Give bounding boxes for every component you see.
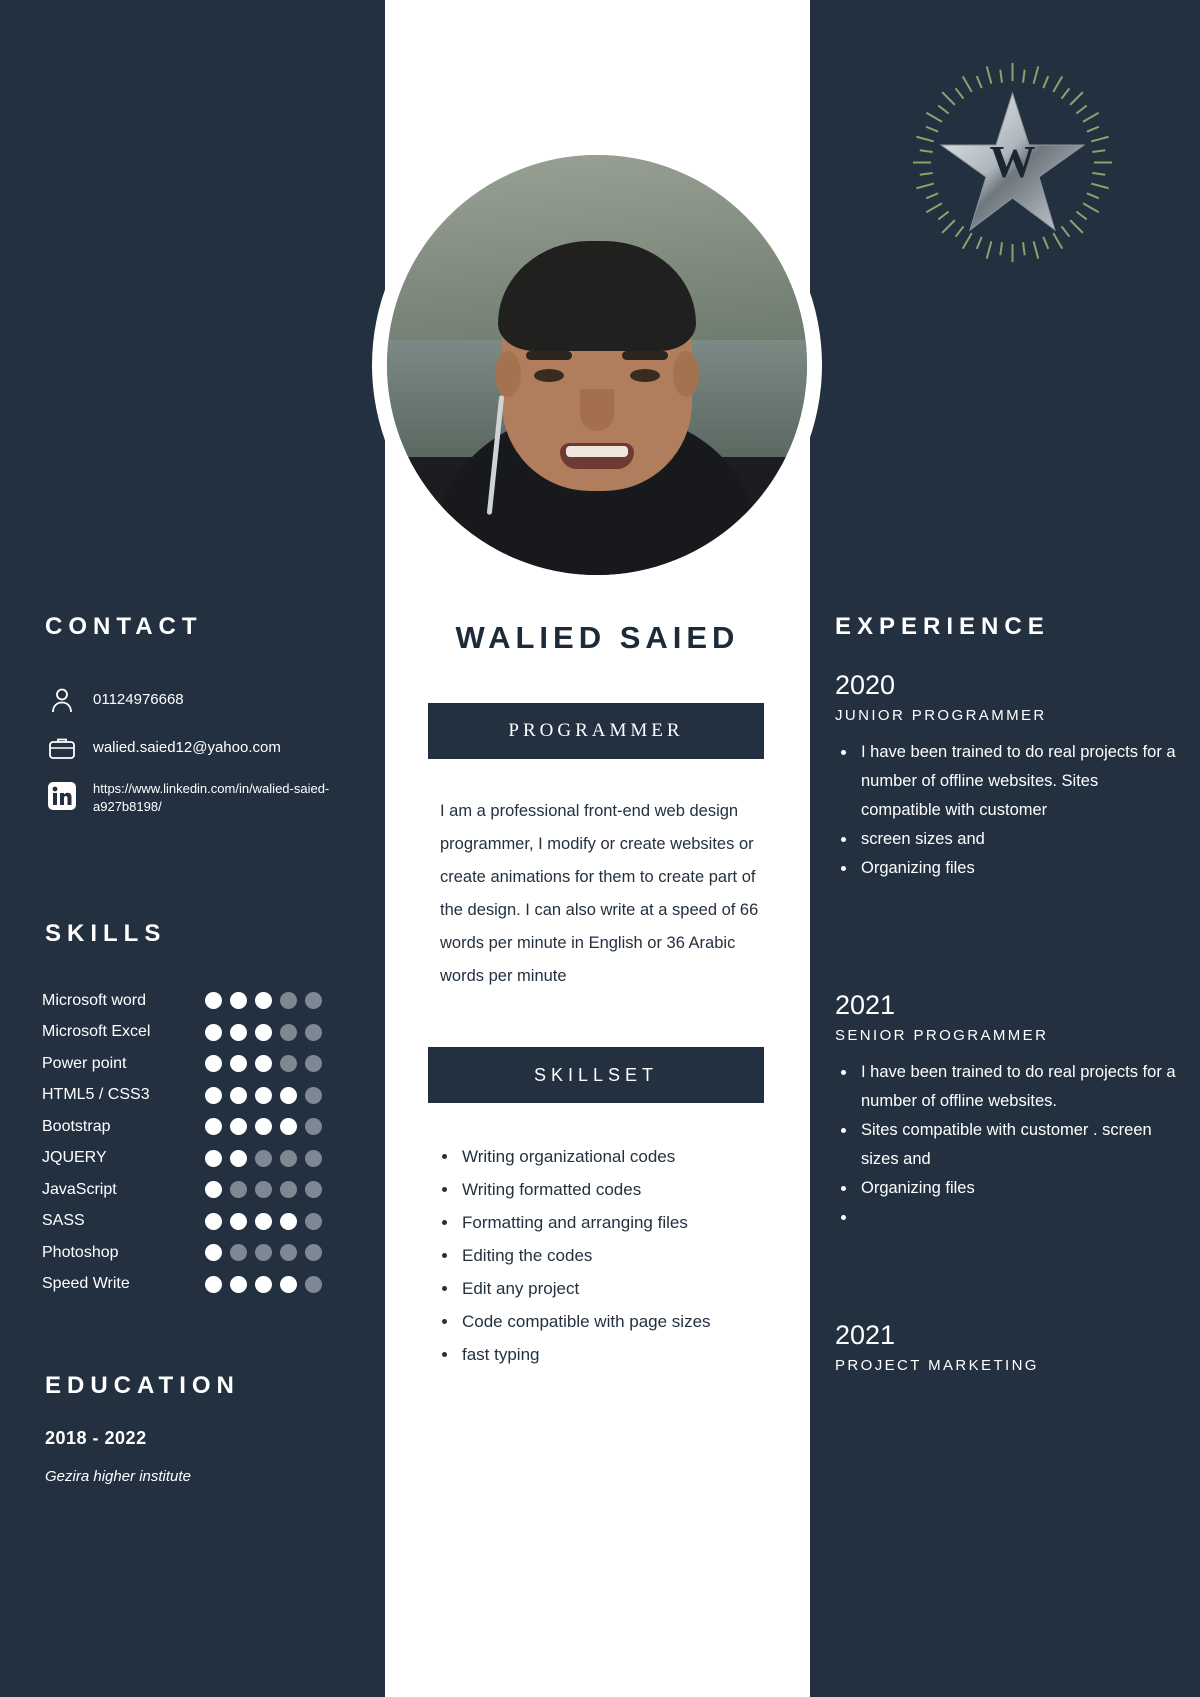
experience-entry [835, 670, 1180, 883]
skill-rating [205, 1055, 322, 1072]
right-sidebar [810, 0, 1200, 1697]
skill-row [42, 1269, 342, 1301]
contact-row-phone[interactable] [45, 683, 355, 717]
skill-row [42, 1048, 342, 1080]
experience-bullets [835, 1058, 1180, 1215]
page-title: WALIED SAIED [455, 620, 740, 655]
skill-rating [205, 992, 322, 1009]
experience-year: 2021 [835, 990, 896, 1020]
skill-row [42, 1080, 342, 1112]
skill-rating [205, 1213, 322, 1230]
experience-entry [835, 990, 1180, 1215]
experience-role: PROJECT MARKETING [835, 1357, 1039, 1374]
skill-label: JQUERY [42, 1149, 107, 1167]
logo-letter: W [989, 136, 1036, 187]
list-item: Code compatible with page sizes [440, 1305, 770, 1338]
list-item: fast typing [440, 1338, 770, 1371]
experience-role: JUNIOR PROGRAMMER [835, 707, 1047, 724]
skills-list [42, 985, 342, 1300]
experience-heading: EXPERIENCE [835, 613, 1050, 640]
left-sidebar [0, 0, 385, 1697]
list-item: Writing formatted codes [440, 1173, 770, 1206]
list-item [835, 1203, 1180, 1215]
skill-label: JavaScript [42, 1180, 117, 1198]
education-heading: EDUCATION [45, 1372, 240, 1399]
skill-row [42, 1017, 342, 1049]
education-date: 2018 - 2022 [45, 1428, 147, 1448]
list-item: screen sizes and [835, 825, 1180, 854]
skill-label: Speed Write [42, 1275, 130, 1293]
experience-year: 2021 [835, 1320, 896, 1350]
experience-year: 2020 [835, 670, 896, 700]
contact-row-linkedin[interactable] [45, 779, 355, 816]
skill-row [42, 1237, 342, 1269]
email-value: walied.saied12@yahoo.com [93, 739, 281, 756]
photo-image [387, 155, 807, 575]
list-item: Sites compatible with customer . screen sizes and [835, 1116, 1180, 1174]
list-item: I have been trained to do real projects for a number of offline websites. [835, 1058, 1180, 1116]
skill-rating [205, 1024, 322, 1041]
experience-entry [835, 1320, 1180, 1388]
skill-row [42, 1111, 342, 1143]
list-item: Editing the codes [440, 1239, 770, 1272]
list-item: Organizing files [835, 854, 1180, 883]
skill-label: Microsoft word [42, 991, 147, 1009]
profile-photo [372, 140, 822, 590]
skill-label: SASS [42, 1212, 85, 1230]
skill-rating [205, 1118, 322, 1135]
experience-bullets [835, 738, 1180, 883]
list-item: Organizing files [835, 1174, 1180, 1203]
skill-label: HTML5 / CSS3 [42, 1086, 150, 1104]
list-item: I have been trained to do real projects for a number of offline websites. Sites compatible with customer [835, 738, 1180, 825]
briefcase-icon [45, 731, 79, 765]
about-text: I am a professional front-end web design programmer, I modify or create websites or create animations for them to create part of the design. I can also write at a speed of 66 words per minute in English or 36 Arabic words per minute [440, 802, 759, 985]
linkedin-icon [45, 779, 79, 813]
skillset-heading: SKILLSET [428, 1047, 764, 1103]
skill-label: Photoshop [42, 1243, 119, 1261]
experience-role: SENIOR PROGRAMMER [835, 1027, 1049, 1044]
skill-label: Power point [42, 1054, 127, 1072]
phone-value: 01124976668 [93, 691, 184, 708]
skill-label: Bootstrap [42, 1117, 111, 1135]
skills-heading: SKILLS [45, 920, 167, 947]
linkedin-value: https://www.linkedin.com/in/walied-saied-a927b8198/ [93, 781, 330, 814]
skill-rating [205, 1150, 322, 1167]
person-icon [45, 683, 79, 717]
list-item: Formatting and arranging files [440, 1206, 770, 1239]
skill-label: Microsoft Excel [42, 1023, 151, 1041]
skill-rating [205, 1087, 322, 1104]
skill-rating [205, 1244, 322, 1261]
contact-list [45, 683, 355, 830]
contact-heading: CONTACT [45, 613, 203, 640]
skill-row [42, 1206, 342, 1238]
skill-row [42, 1143, 342, 1175]
skill-row [42, 1174, 342, 1206]
skill-rating [205, 1181, 322, 1198]
role-badge: PROGRAMMER [428, 703, 764, 759]
contact-row-email[interactable] [45, 731, 355, 765]
skill-rating [205, 1276, 322, 1293]
education-school: Gezira higher institute [45, 1468, 191, 1485]
list-item: Edit any project [440, 1272, 770, 1305]
list-item: Writing organizational codes [440, 1140, 770, 1173]
skillset-list [440, 1140, 770, 1371]
skill-row [42, 985, 342, 1017]
